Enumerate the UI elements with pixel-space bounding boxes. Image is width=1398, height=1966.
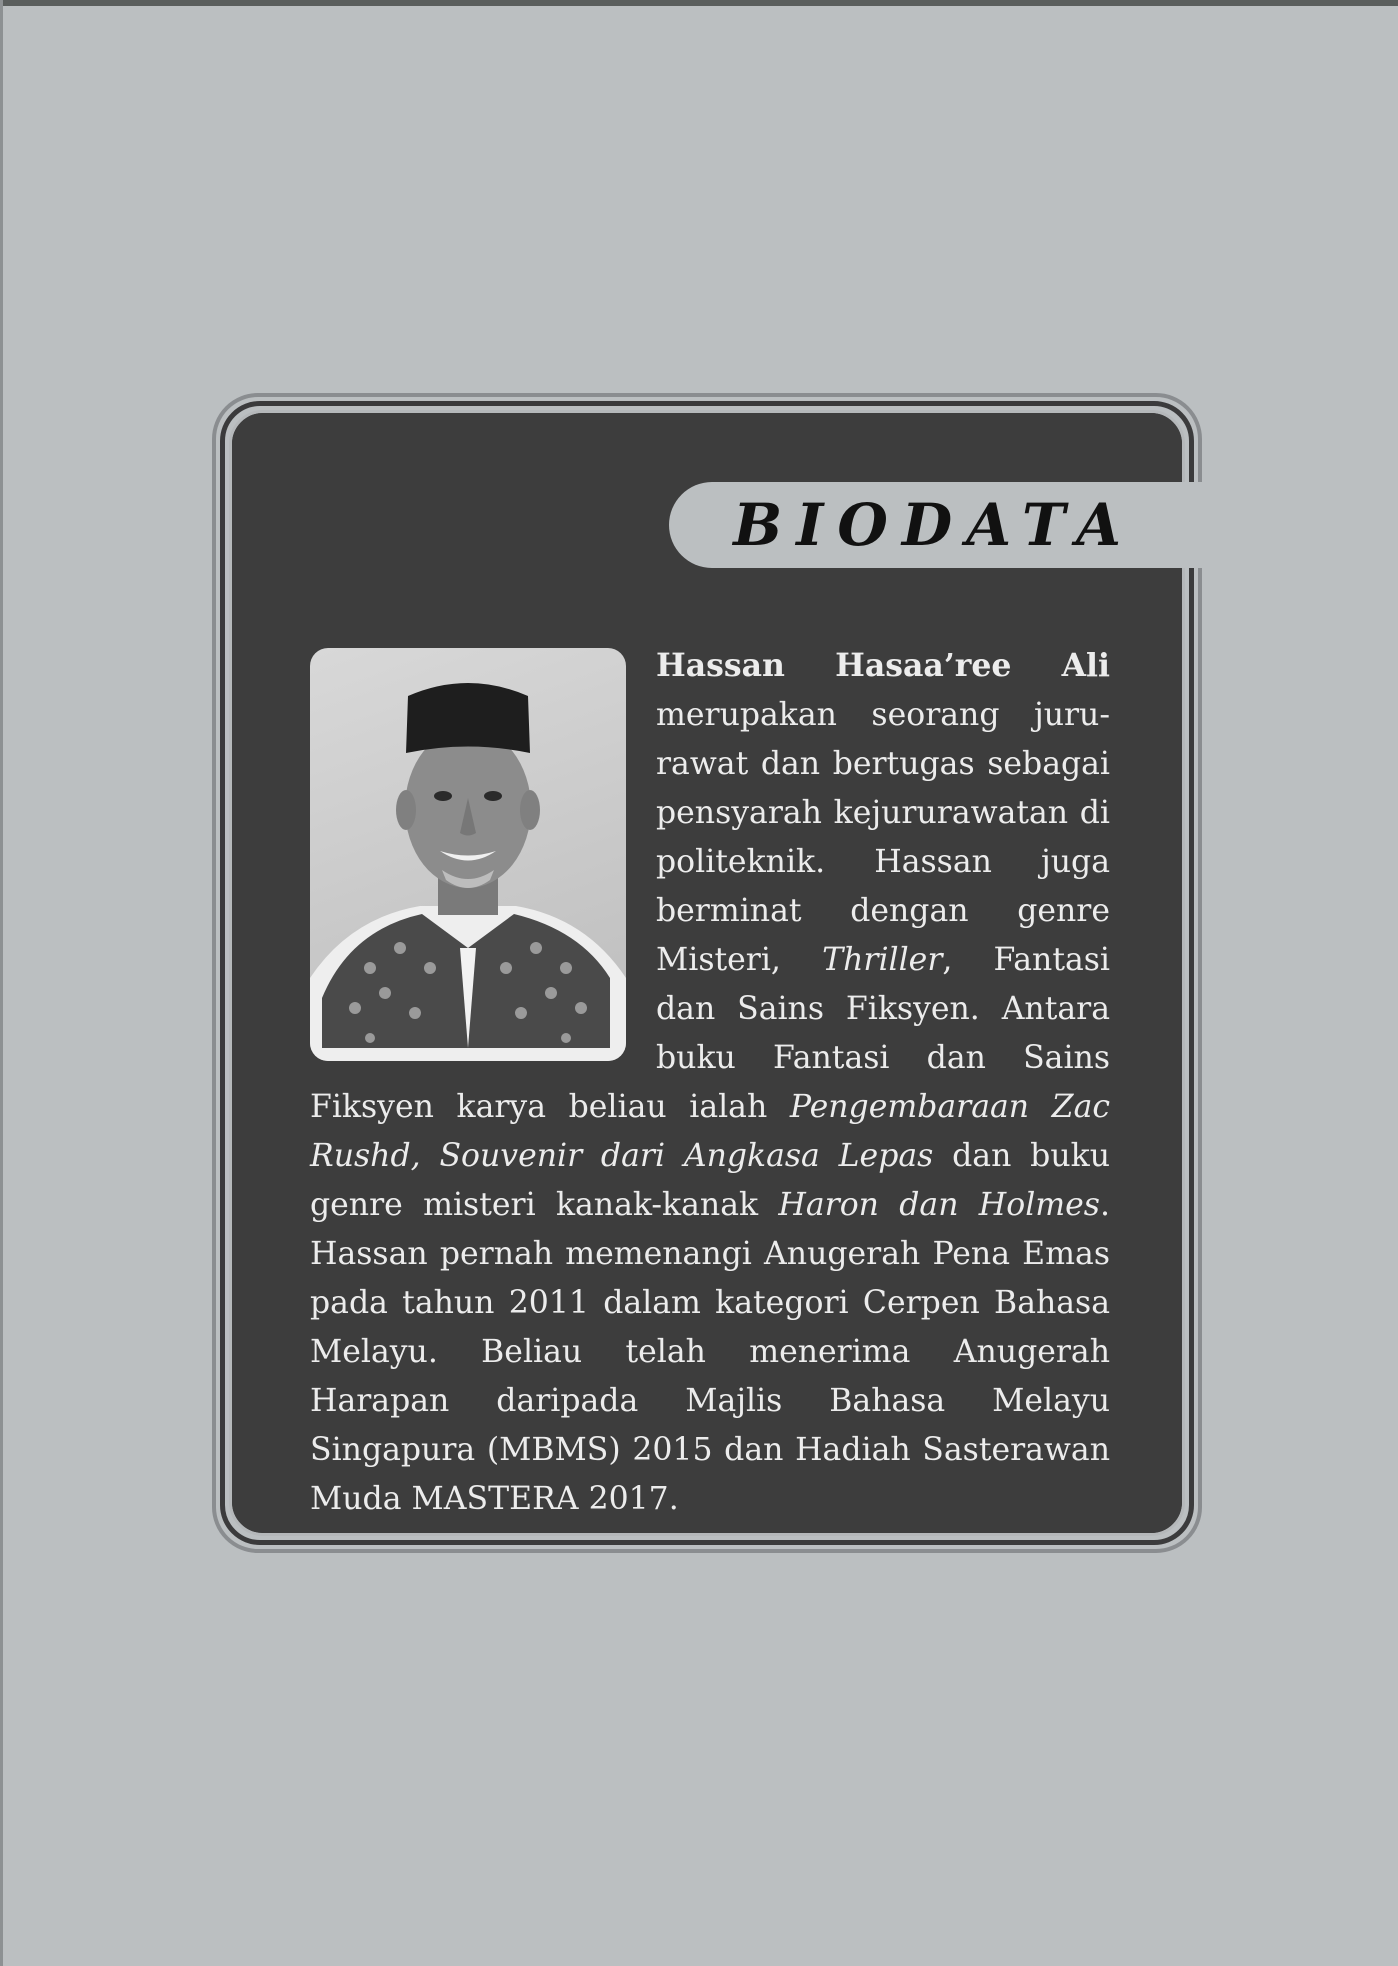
- bio-genre-thriller: Thriller: [822, 942, 943, 978]
- bio-book-titles: Pengembaraan Zac Rushd, Souvenir dari Angkasa Lepas: [310, 1089, 1110, 1174]
- biodata-heading: BIODATA: [733, 491, 1135, 559]
- page-top-strip: [0, 0, 1398, 6]
- bio-book-haron-dan-holmes: Haron dan Holmes: [778, 1187, 1100, 1223]
- bio-text-4: . Hassan pernah memenangi Anugerah Pena Emas pada tahun 2011 dalam kategori Cerpen Bahasa Melayu. Beliau telah menerima Anugerah Harapan daripada Majlis Bahasa Melayu Singapura (MBMS) 2015 dan Hadiah Sasterawan Muda MASTERA 2017.: [310, 1187, 1110, 1517]
- bio-text-2: , Fantasi dan Sains Fiksyen. Antara buku Fantasi dan Sains Fiksyen karya beliau ialah: [310, 942, 1110, 1125]
- bio-text-3: dan buku genre misteri kanak-kanak: [310, 1138, 1110, 1223]
- bio-text-1: merupakan seorang juru-rawat dan bertugas sebagai pensyarah kejururawatan di politeknik. Hassan juga berminat dengan genre Misteri,: [656, 697, 1110, 978]
- author-name: Hassan Hasaa’ree Ali: [656, 647, 1110, 684]
- page-left-edge: [0, 0, 3, 1966]
- author-biography: [310, 641, 1110, 1524]
